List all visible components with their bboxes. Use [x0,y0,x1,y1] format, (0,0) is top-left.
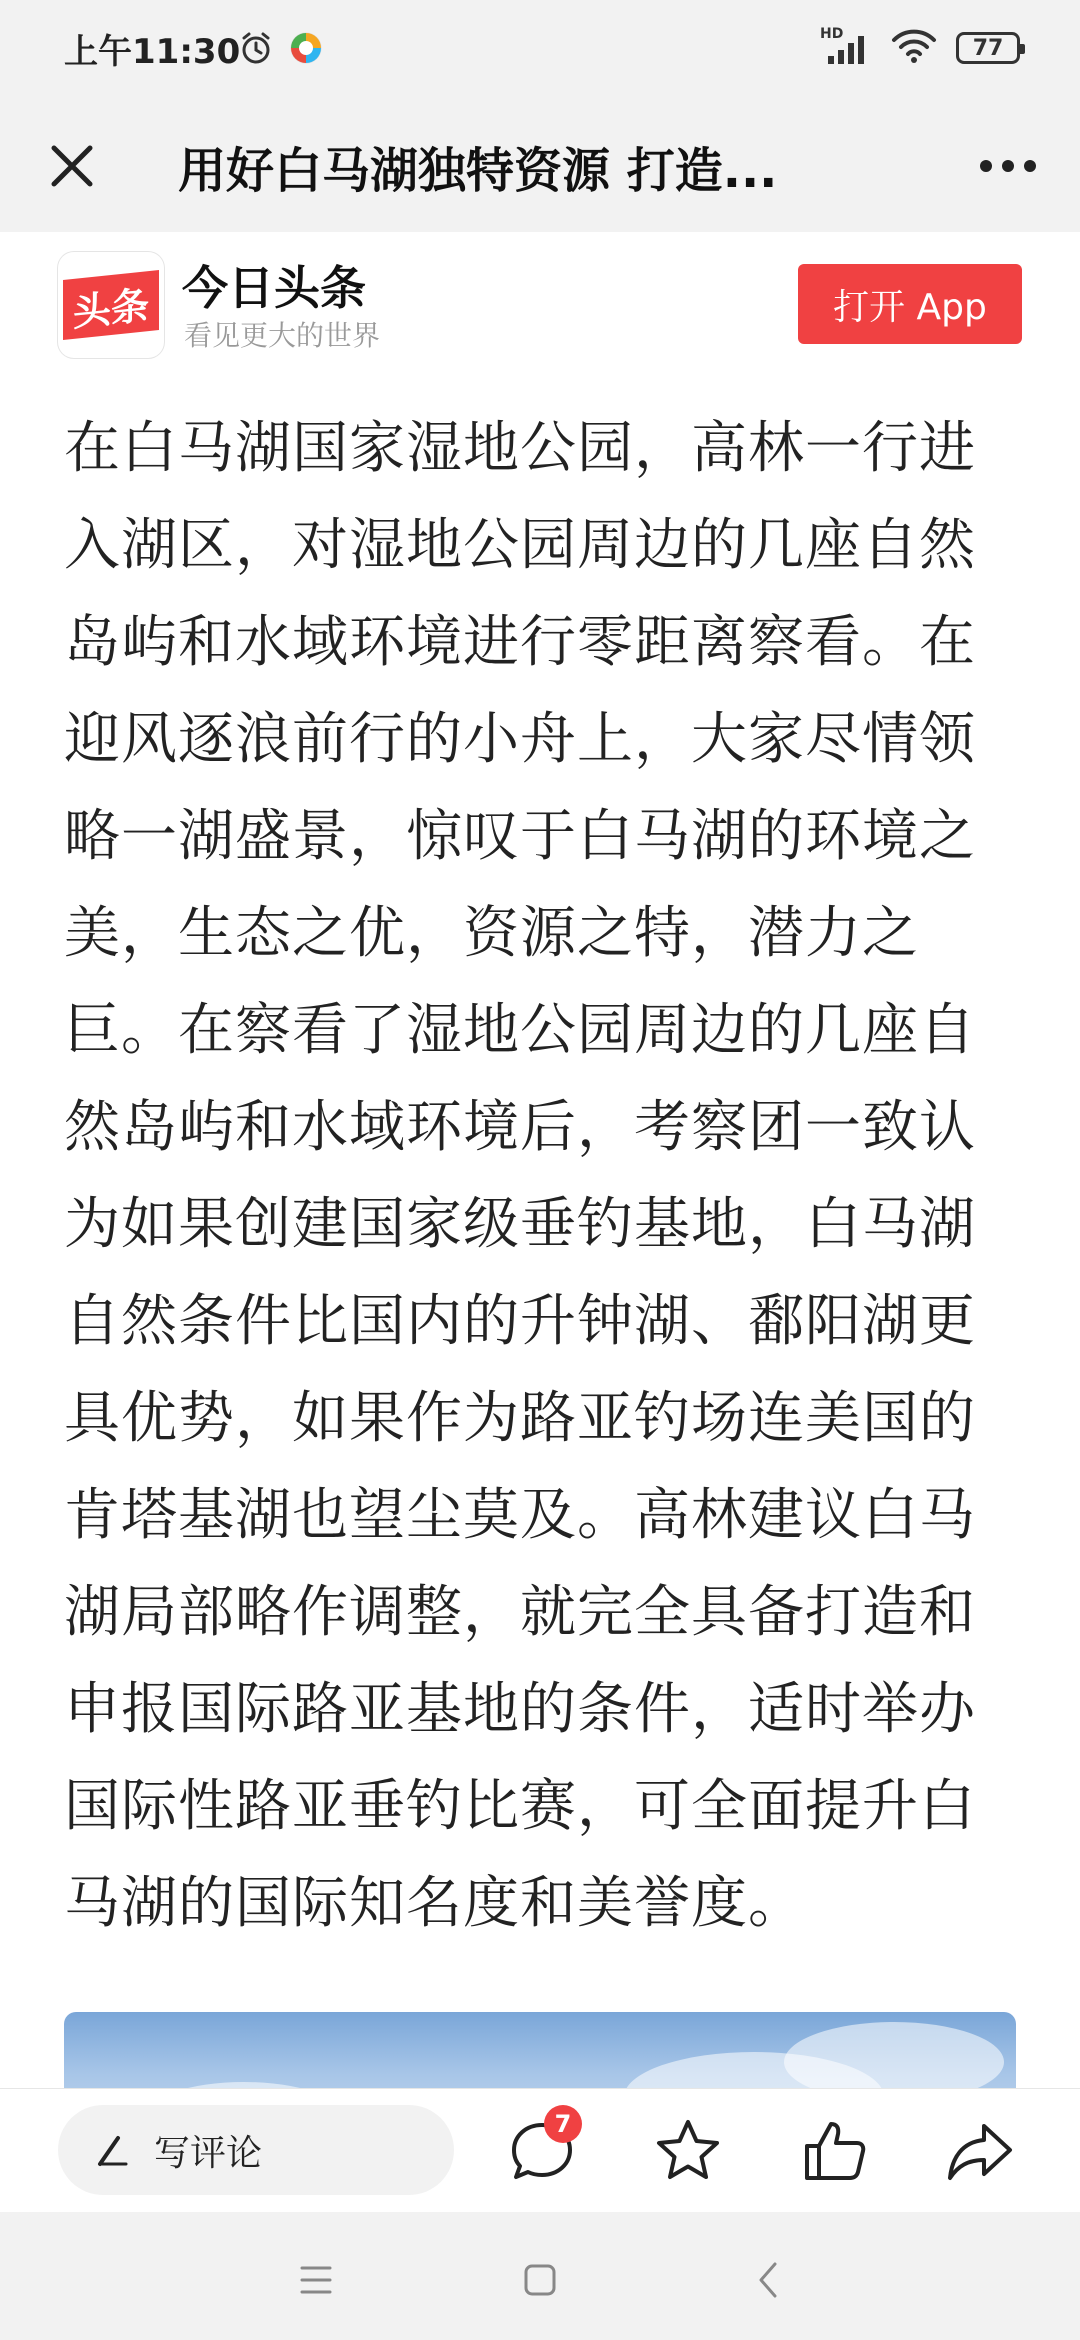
article-line: 国际性路亚垂钓比赛，可全面提升白 [64,1774,976,1839]
open-app-button[interactable]: 打开 App [798,264,1022,344]
menu-icon [298,2264,334,2296]
wifi-icon [890,28,938,68]
back-chevron-icon [753,2260,783,2300]
article-line: 湖局部略作调整，就完全具备打造和 [64,1580,976,1645]
app-promo-header [0,232,1080,382]
article-line: 自然条件比国内的升钟湖、鄱阳湖更 [64,1289,976,1354]
pen-icon [92,2130,132,2170]
system-nav-bar [0,2212,1080,2340]
share-arrow-icon [944,2116,1016,2186]
article-line: 入湖区，对湿地公园周边的几座自然 [64,513,976,578]
toutiao-logo [58,252,164,358]
status-time: 上午11:30 [64,32,241,72]
article-line: 在白马湖国家湿地公园，高林一行进 [64,416,976,481]
article-line: 申报国际路亚基地的条件，适时举办 [64,1677,976,1742]
article-line: 然岛屿和水域环境后，考察团一致认 [64,1095,976,1160]
article-line: 迎风逐浪前行的小舟上，大家尽情领 [64,707,976,772]
article-line: 马湖的国际知名度和美誉度。 [64,1871,805,1936]
comments-button[interactable] [504,2110,580,2189]
page-title: 用好白马湖独特资源 打造... [178,143,778,199]
status-indicators [820,28,1020,68]
favorite-button[interactable] [650,2113,726,2189]
comment-input[interactable] [58,2105,454,2195]
home-nav-button[interactable] [512,2252,568,2308]
title-bar [0,100,1080,232]
home-square-icon [522,2262,558,2298]
alarm-icon [238,30,274,66]
brand-slogan: 看见更大的世界 [184,319,381,352]
article-line: 岛屿和水域环境进行零距离察看。在 [64,610,976,675]
status-bar [0,0,1080,100]
article-line: 具优势，如果作为路亚钓场连美国的 [64,1386,976,1451]
comment-count-badge: 7 [544,2105,582,2143]
close-button[interactable] [30,124,114,208]
article-line: 为如果创建国家级垂钓基地，白马湖 [64,1192,976,1257]
comment-placeholder: 写评论 [154,2132,263,2174]
brand-name: 今日头条 [182,261,366,315]
close-icon [44,138,100,194]
like-button[interactable] [796,2113,872,2189]
more-dots-icon [978,156,1038,176]
star-icon [653,2116,723,2186]
menu-nav-button[interactable] [288,2252,344,2308]
share-button[interactable] [942,2113,1018,2189]
article-line: 略一湖盛景，惊叹于白马湖的环境之 [64,804,976,869]
article-line: 巨。在察看了湿地公园周边的几座自 [64,998,976,1063]
app-notification-icon [288,30,324,66]
action-bar [0,2088,1080,2213]
article-body [64,400,1024,1952]
thumbs-up-icon [799,2116,869,2186]
battery-icon: 77 [956,32,1020,64]
toutiao-logo-text: 头条 [63,270,159,340]
article-line: 美，生态之优，资源之特，潜力之 [64,901,919,966]
back-nav-button[interactable] [740,2252,796,2308]
signal-icon [820,26,872,66]
signal-hd-label: HD [820,26,844,42]
more-button[interactable] [966,124,1050,208]
article-line: 肯塔基湖也望尘莫及。高林建议白马 [64,1483,976,1548]
